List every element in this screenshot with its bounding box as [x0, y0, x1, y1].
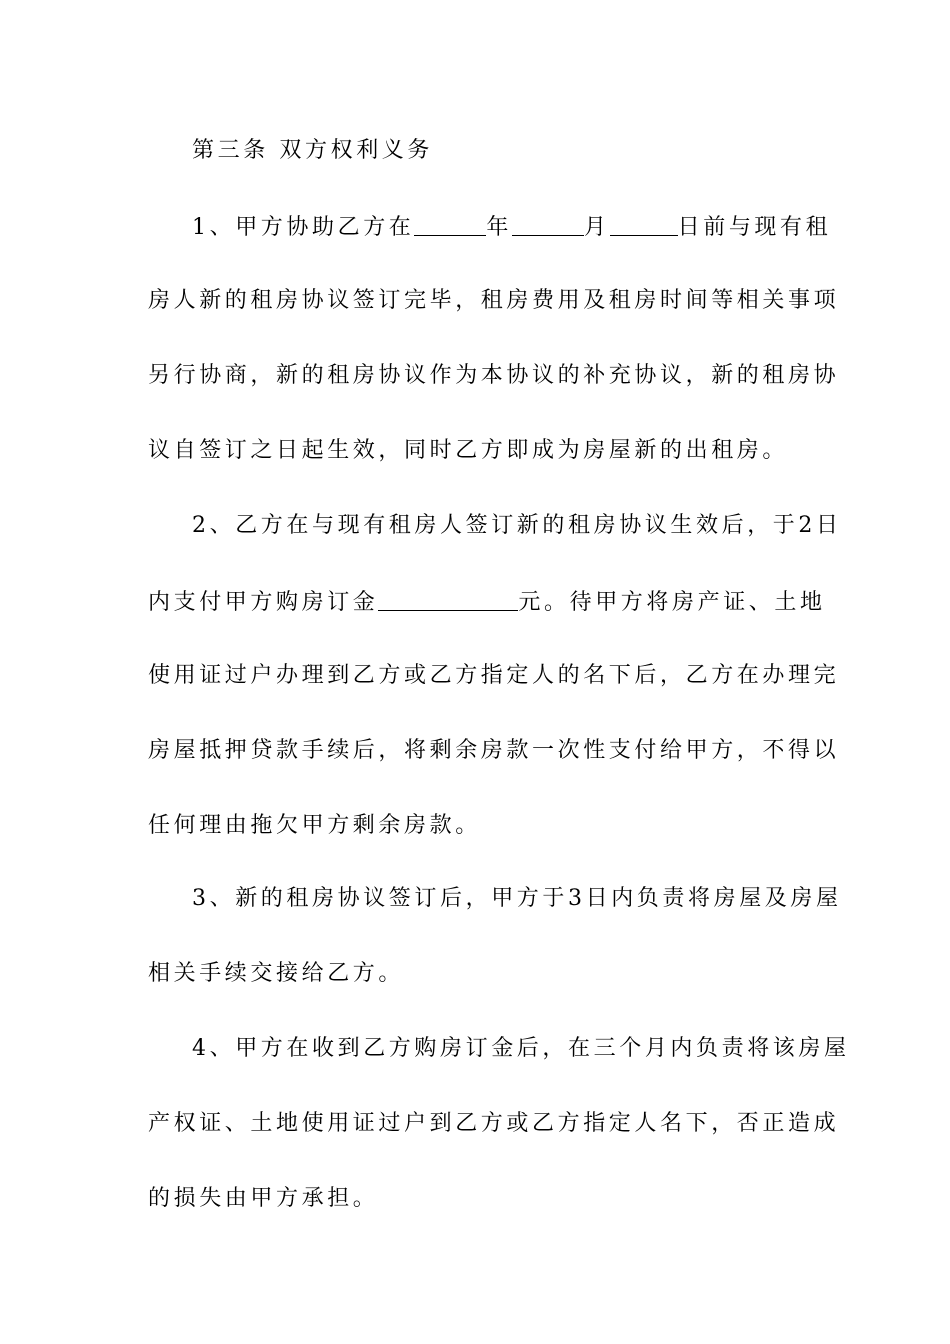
paragraph-2-line-4: 房屋抵押贷款手续后，将剩余房款一次性支付给甲方，不得以	[148, 738, 840, 763]
paragraph-2-line-2	[148, 586, 826, 616]
paragraph-2-line-3: 使用证过户办理到乙方或乙方指定人的名下后，乙方在办理完	[148, 663, 840, 688]
blank-month	[512, 213, 584, 236]
blank-deposit-amount	[378, 588, 518, 611]
paragraph-1-line-1	[192, 211, 832, 241]
paragraph-1-line-2: 房人新的租房协议签订完毕，租房费用及租房时间等相关事项	[148, 288, 840, 313]
text-segment: 日前与现有租	[677, 215, 832, 240]
blank-day	[610, 213, 678, 236]
paragraph-1-line-4: 议自签订之日起生效，同时乙方即成为房屋新的出租房。	[148, 438, 789, 463]
paragraph-3-line-1: 3、新的租房协议签订后，甲方于3日内负责将房屋及房屋	[192, 886, 842, 911]
text-segment: 元。待甲方将房产证、土地	[518, 590, 826, 615]
paragraph-4-line-3: 的损失由甲方承担。	[148, 1186, 379, 1211]
paragraph-2-line-1: 2、乙方在与现有租房人签订新的租房协议生效后，于2日	[192, 513, 842, 538]
blank-year	[414, 213, 486, 236]
text-segment: 年	[486, 215, 513, 240]
text-segment: 内支付甲方购房订金	[148, 590, 379, 615]
paragraph-2-line-5: 任何理由拖欠甲方剩余房款。	[148, 813, 481, 838]
text-segment: 月	[584, 215, 610, 240]
text-segment: 1、甲方协助乙方在	[192, 215, 415, 240]
paragraph-4-line-1: 4、甲方在收到乙方购房订金后，在三个月内负责将该房屋	[192, 1036, 850, 1061]
paragraph-1-line-3: 另行协商，新的租房协议作为本协议的补充协议，新的租房协	[148, 363, 840, 388]
paragraph-4-line-2: 产权证、土地使用证过户到乙方或乙方指定人名下，否正造成	[148, 1111, 840, 1136]
section-heading: 第三条 双方权利义务	[192, 138, 433, 163]
paragraph-3-line-2: 相关手续交接给乙方。	[148, 961, 405, 986]
